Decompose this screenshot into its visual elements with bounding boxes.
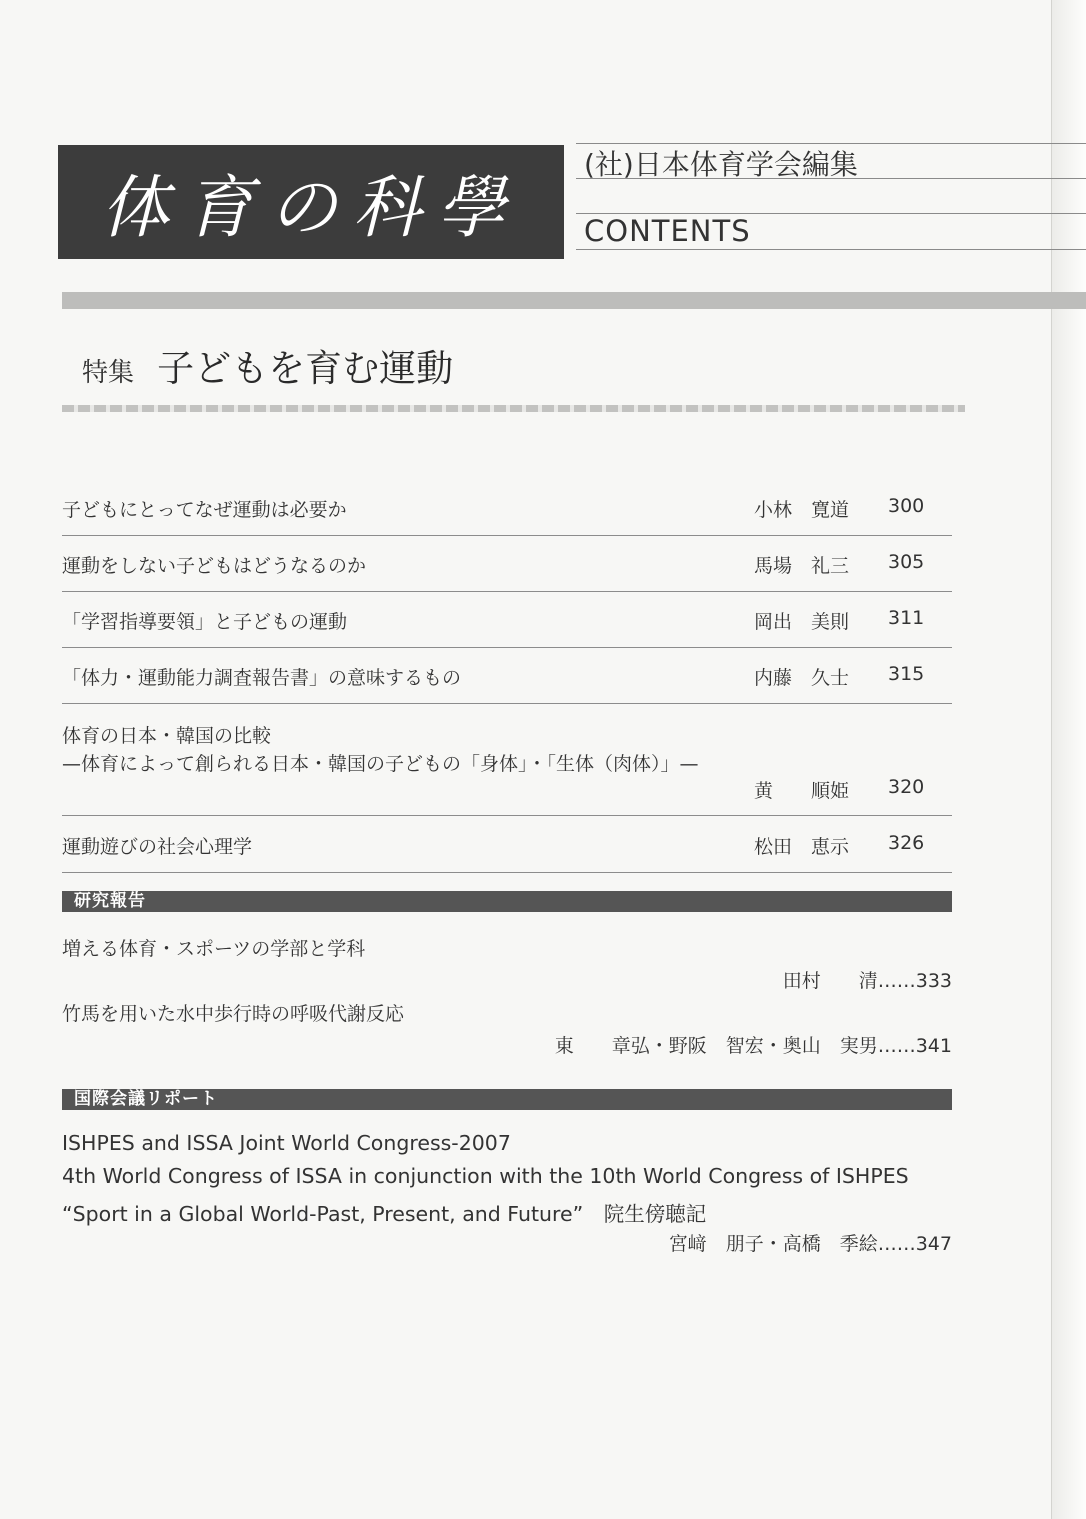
feature-label: 特集 [82,358,135,388]
article-title: 「体力・運動能力調査報告書」の意味するもの [62,667,462,689]
article-page: 320 [888,776,925,798]
article-author: 岡出 美則 [754,611,850,633]
journal-title: 体育の科學 [100,168,521,248]
contents-label: CONTENTS [584,214,751,248]
article-subtitle: —体育によって創られる日本・韓国の子どもの「身体」・「生体（肉体）」— [62,753,699,775]
feature-heading [82,338,453,392]
article-title: 運動をしない子どもはどうなるのか [62,555,367,577]
row-divider [62,872,952,873]
article-page: 315 [888,663,925,685]
article-page: 300 [888,495,925,517]
article-author: 内藤 久士 [754,667,850,689]
article-author: 松田 恵示 [754,836,850,858]
article-page: 326 [888,832,925,854]
section-header-research [62,891,952,912]
journal-title-box [58,145,564,259]
section-header-conference [62,1089,952,1110]
section-label: 国際会議リポート [74,1089,218,1109]
conference-line[interactable]: ISHPES and ISSA Joint World Congress-2007 [62,1131,511,1155]
article-author: 黄 順姫 [754,780,850,802]
research-author-page: 田村 清……333 [782,970,952,992]
article-page: 305 [888,551,925,573]
page-edge [1051,0,1086,1519]
feature-title: 子どもを育む運動 [157,347,454,390]
research-title[interactable]: 増える体育・スポーツの学部と学科 [62,938,366,960]
conference-line: “Sport in a Global World-Past, Present, and Future” 院生傍聴記 [62,1202,707,1226]
research-title[interactable]: 竹馬を用いた水中歩行時の呼吸代謝反応 [62,1003,405,1025]
article-author: 小林 寛道 [754,499,850,521]
article-title: 子どもにとってなぜ運動は必要か [62,499,347,521]
header-band [62,292,1086,309]
article-page: 311 [888,607,925,629]
research-author-page: 東 章弘・野阪 智宏・奥山 実男……341 [554,1035,952,1057]
section-label: 研究報告 [74,891,146,911]
conference-line: 4th World Congress of ISSA in conjunction with the 10th World Congress of ISHPES [62,1164,909,1188]
article-title: 運動遊びの社会心理学 [62,836,253,858]
row-divider [62,591,952,592]
publisher: (社)日本体育学会編集 [584,148,858,181]
masthead-rule [576,249,1086,250]
row-divider [62,815,952,816]
conference-author-page: 宮﨑 朋子・高橋 季絵……347 [668,1233,952,1255]
row-divider [62,703,952,704]
article-author: 馬場 礼三 [754,555,850,577]
row-divider [62,535,952,536]
article-title: 体育の日本・韓国の比較 [62,725,272,747]
article-title: 「学習指導要領」と子どもの運動 [62,611,348,633]
row-divider [62,647,952,648]
dashed-divider [62,405,965,412]
